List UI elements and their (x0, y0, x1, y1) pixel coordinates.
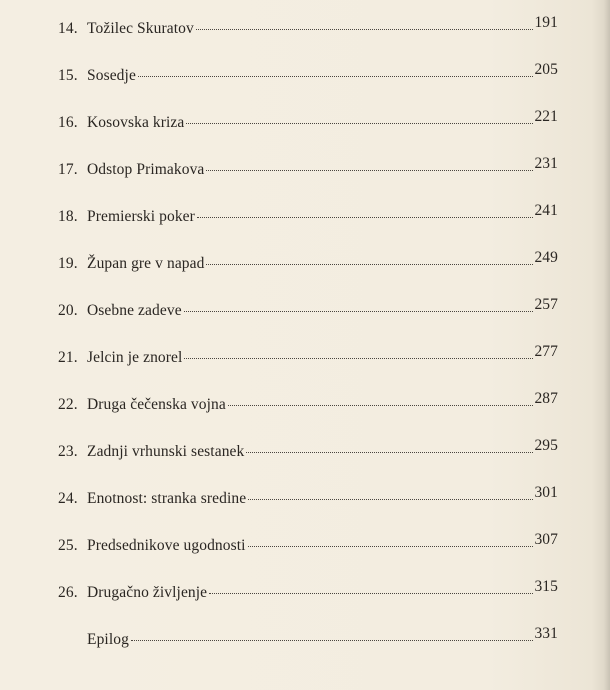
toc-entry (58, 343, 558, 377)
dot-leader (246, 452, 533, 453)
page-number: 249 (534, 249, 558, 266)
chapter-number: 20. (58, 302, 78, 319)
toc-entry (58, 202, 558, 236)
page-number: 307 (534, 531, 558, 548)
page-number: 331 (534, 625, 558, 642)
toc-entry (58, 108, 558, 142)
toc-entry (58, 531, 558, 565)
dot-leader (186, 123, 533, 124)
page-number: 191 (534, 14, 558, 31)
page-number: 315 (534, 578, 558, 595)
toc-entry (58, 578, 558, 612)
toc-entry (58, 296, 558, 330)
chapter-number: 22. (58, 396, 78, 413)
page-number: 287 (534, 390, 558, 407)
chapter-number: 24. (58, 490, 78, 507)
toc-entry (58, 14, 558, 48)
chapter-title: Zadnji vrhunski sestanek (87, 443, 245, 460)
chapter-number: 14. (58, 20, 78, 37)
page-number: 277 (534, 343, 558, 360)
dot-leader (131, 640, 534, 641)
page-number: 301 (534, 484, 558, 501)
chapter-title: Premierski poker (87, 208, 195, 225)
chapter-title: Tožilec Skuratov (87, 20, 194, 37)
toc-entry (58, 61, 558, 95)
chapter-title: Enotnost: stranka sredine (87, 490, 247, 507)
toc-entry-epilog (58, 625, 558, 659)
chapter-number: 23. (58, 443, 78, 460)
chapter-number: 25. (58, 537, 78, 554)
chapter-title: Sosedje (87, 67, 136, 84)
dot-leader (197, 217, 534, 218)
dot-leader (138, 76, 534, 77)
chapter-title: Drugačno življenje (87, 584, 208, 601)
dot-leader (248, 546, 534, 547)
chapter-title: Osebne zadeve (87, 302, 182, 319)
page-number: 257 (534, 296, 558, 313)
dot-leader (184, 311, 534, 312)
chapter-title: Kosovska kriza (87, 114, 185, 131)
toc-entry (58, 437, 558, 471)
page-number: 205 (534, 61, 558, 78)
dot-leader (184, 358, 533, 359)
chapter-title: Odstop Primakova (87, 161, 205, 178)
dot-leader (206, 264, 533, 265)
chapter-number: 16. (58, 114, 78, 131)
toc-entry (58, 390, 558, 424)
page-edge-shadow (604, 0, 610, 690)
dot-leader (209, 593, 533, 594)
chapter-number: 21. (58, 349, 78, 366)
page-number: 241 (534, 202, 558, 219)
chapter-title: Druga čečenska vojna (87, 396, 226, 413)
chapter-number: 15. (58, 67, 78, 84)
page-number: 231 (534, 155, 558, 172)
page-number: 295 (534, 437, 558, 454)
chapter-title: Predsednikove ugodnosti (87, 537, 246, 554)
toc-entry (58, 155, 558, 189)
chapter-title: Jelcin je znorel (87, 349, 183, 366)
chapter-number: 18. (58, 208, 78, 225)
chapter-number: 26. (58, 584, 78, 601)
dot-leader (206, 170, 533, 171)
dot-leader (228, 405, 534, 406)
dot-leader (248, 499, 533, 500)
page-number: 221 (534, 108, 558, 125)
toc-entry (58, 484, 558, 518)
chapter-number: 19. (58, 255, 78, 272)
dot-leader (196, 29, 534, 30)
chapter-number: 17. (58, 161, 78, 178)
toc-entry (58, 249, 558, 283)
chapter-title: Župan gre v napad (87, 255, 205, 272)
chapter-title: Epilog (87, 631, 129, 648)
